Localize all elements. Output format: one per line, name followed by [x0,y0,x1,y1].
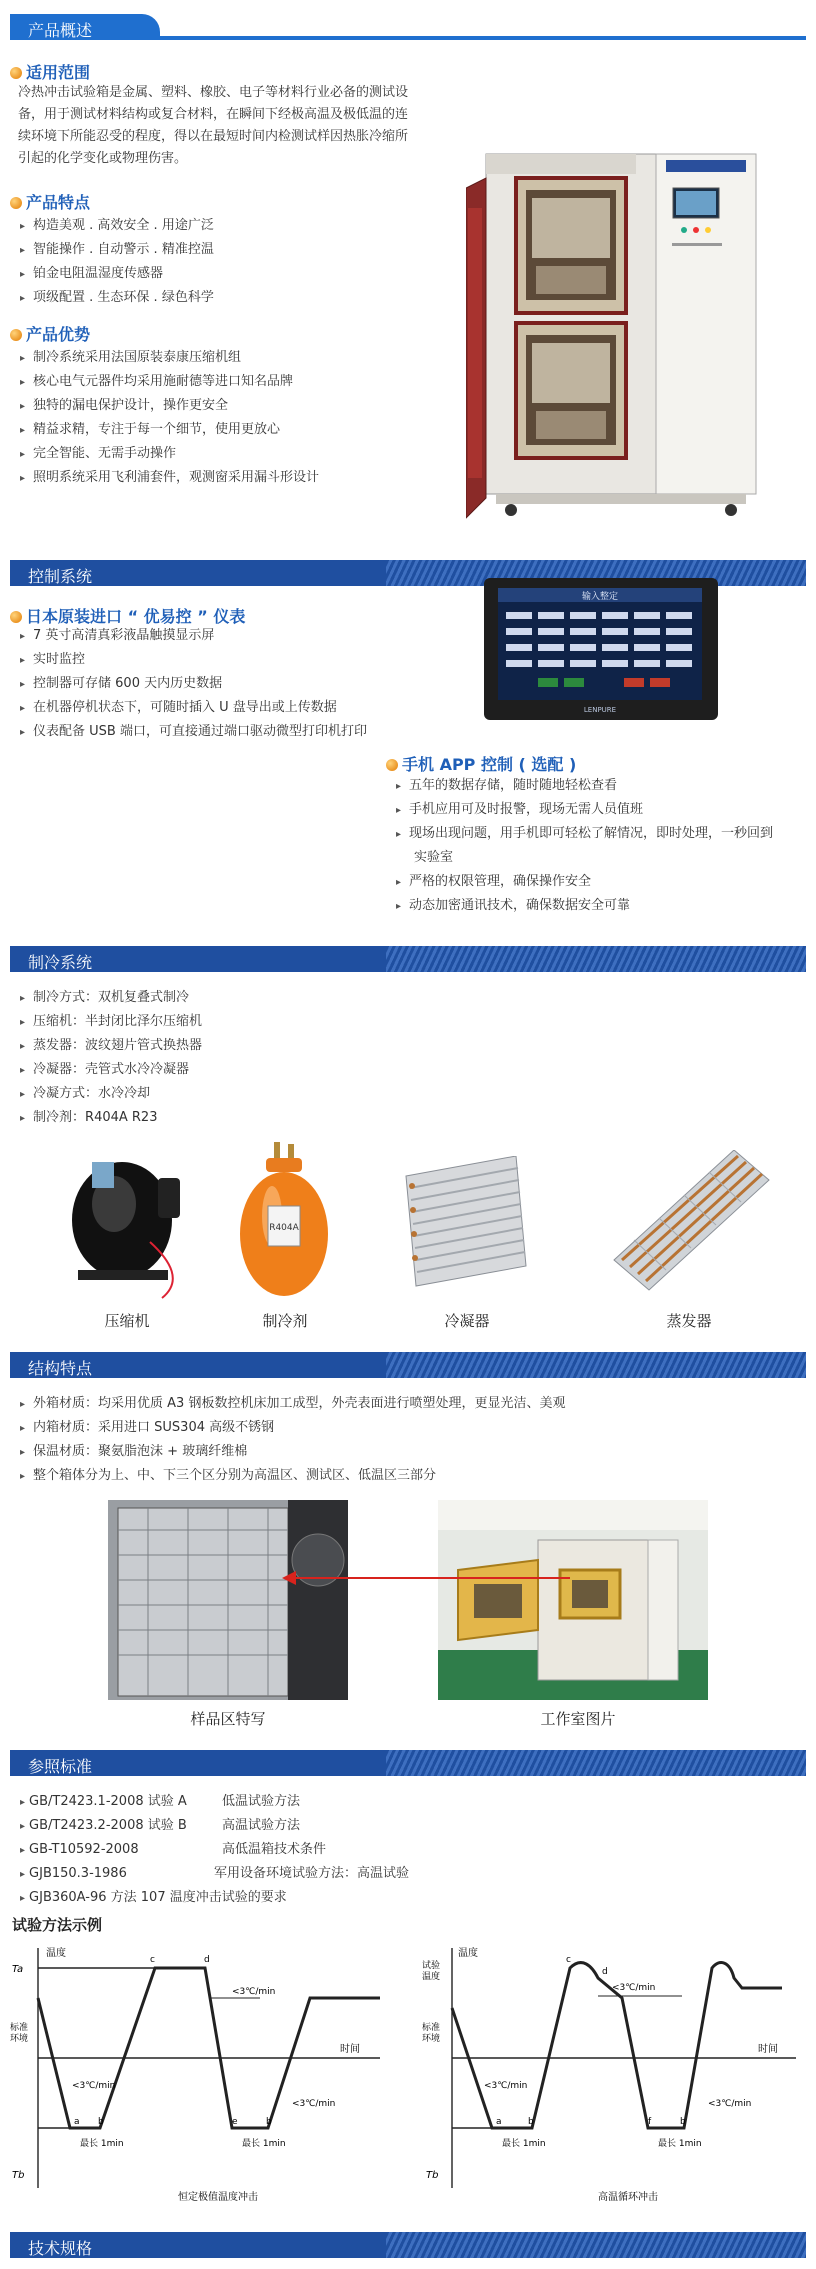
y-axis-label: 温度 [46,1948,66,1959]
caption-refrigerant: 制冷剂 [262,1312,308,1330]
standard-desc: 高温试验方法 [222,1818,301,1833]
scope-line: 续环境下所能忍受的程度，得以在最短时间内检测试样因热胀冷缩所 [18,129,409,144]
test-temp-label: 试验温度 [422,1961,441,1982]
list-item: ▸ 控制器可存储 600 天内历史数据 [20,672,367,696]
list-item: ▸ 仪表配备 USB 端口，可直接通过端口驱动微型打印机打印 [20,720,367,744]
point-label: a [74,2117,80,2127]
rate-label: <3℃/min [232,1987,276,1997]
red-pointer-arrow [280,1568,580,1588]
list-item: ▸ 制冷方式：双机复叠式制冷 [20,986,202,1010]
list-item: ▸ 冷凝方式：水冷冷却 [20,1082,202,1106]
list-item: ▸ 制冷系统采用法国原装泰康压缩机组 [20,346,319,370]
rate-label: <3℃/min [612,1983,656,1993]
list-item: ▸ 照明系统采用飞利浦套件，观测窗采用漏斗形设计 [20,466,319,490]
tank-label-text: R404A [269,1223,299,1233]
list-item: ▸ 压缩机：半封闭比泽尔压缩机 [20,1010,202,1034]
standards-band-title: 参照标准 [28,1757,93,1776]
screen-header-text: 输入整定 [581,592,619,602]
rate-label: <3℃/min [484,2081,528,2091]
features-heading [10,190,90,213]
scope-line: 备，用于测试材料结构或复合材料，在瞬间下经极高温及极低温的连 [18,107,409,122]
list-item: ▸ 五年的数据存储，随时随地轻松查看 [396,774,773,798]
dwell-label: 最长 1min [502,2139,546,2149]
x-axis-label: 时间 [758,2044,778,2055]
point-label: d [602,1967,608,1977]
list-item: ▸ 项级配置 . 生态环保 . 绿色科学 [20,286,214,310]
overview-tab-band [10,14,806,40]
bullet-orb-icon [386,759,398,771]
point-label: b [680,2117,686,2127]
test-method-title: 试验方法示例 [12,1916,103,1934]
list-item: ▸ 独特的漏电保护设计，操作更安全 [20,394,319,418]
refrigeration-band [10,946,806,972]
dwell-label: 最长 1min [658,2139,702,2149]
list-item-continuation: 实验室 [414,850,454,865]
ta-label: Ta [12,1964,24,1975]
structure-band-title: 结构特点 [28,1359,93,1378]
list-item: ▸ 动态加密通讯技术，确保数据安全可靠 [396,894,773,918]
standard-desc: 军用设备环境试验方法：高温试验 [214,1866,410,1881]
band-stripes [386,2232,806,2258]
app-heading [386,752,576,775]
spec-band-title: 技术规格 [28,2239,93,2258]
list-item: ▸ 核心电气元器件均采用施耐德等进口知名品牌 [20,370,319,394]
spec-band [10,2232,806,2258]
advantages-title: 产品优势 [26,325,91,344]
bullet-orb-icon [10,329,22,341]
work-room-photo-image [438,1500,708,1700]
evaporator-image [604,1150,774,1300]
features-list [20,214,214,310]
caption-compressor: 压缩机 [104,1312,150,1330]
dwell-label: 最长 1min [242,2139,286,2149]
app-list [396,774,773,918]
list-item: ▸ 铂金电阻温湿度传感器 [20,262,214,286]
scope-line: 引起的化学变化或物理伤害。 [18,151,188,166]
features-title: 产品特点 [26,193,91,212]
list-item: ▸ 整个箱体分为上、中、下三个区分别为高温区、测试区、低温区三部分 [20,1464,565,1488]
list-item: ▸ 冷凝器：壳管式水冷冷凝器 [20,1058,202,1082]
ambient-label: 标准环境 [422,2023,441,2044]
point-label: d [204,1955,210,1965]
point-label: c [150,1955,155,1965]
condenser-image [396,1156,536,1296]
standard-code: ▸ GJB360A-96 方法 107 温度冲击试验的要求 [20,1886,287,1910]
caption-sample-area: 样品区特写 [190,1710,266,1728]
list-item: ▸ 保温材质：聚氨脂泡沫 + 玻璃纤维棉 [20,1440,565,1464]
screen-brand-text: LENPURE [583,706,617,714]
refrigeration-band-title: 制冷系统 [28,953,93,972]
point-label: b [528,2117,534,2127]
rate-label: <3℃/min [292,2099,336,2109]
standard-code: ▸ GB/T2423.1-2008 试验 A [20,1790,187,1814]
list-item: ▸ 7 英寸高清真彩液晶触摸显示屏 [20,624,367,648]
scope-paragraph [18,82,458,170]
list-item: ▸ 在机器停机状态下，可随时插入 U 盘导出或上传数据 [20,696,367,720]
point-label: a [496,2117,502,2127]
standard-code: ▸ GJB150.3-1986 [20,1862,127,1886]
point-label: b [266,2117,272,2127]
overview-tab-label: 产品概述 [28,21,93,40]
caption-evaporator: 蒸发器 [666,1312,712,1330]
list-item: ▸ 严格的权限管理，确保操作安全 [396,870,773,894]
list-item: ▸ 外箱材质：均采用优质 A3 钢板数控机床加工成型，外壳表面进行喷塑处理，更显光洁、美观 [20,1392,565,1416]
caption-work-room: 工作室图片 [540,1710,616,1728]
bullet-orb-icon [10,197,22,209]
ambient-label: 标准环境 [10,2023,29,2044]
overview-tab [10,14,160,40]
standard-desc: 低温试验方法 [222,1794,301,1809]
tb-label: Tb [12,2170,25,2181]
diagram-high-temp-cycle-shock [422,1938,806,2210]
standard-desc: 高低温箱技术条件 [222,1842,327,1857]
standards-band [10,1750,806,1776]
sample-area-closeup-image [108,1500,348,1700]
list-item: ▸ 内箱材质：采用进口 SUS304 高级不锈钢 [20,1416,565,1440]
list-item: ▸ 手机应用可及时报警，现场无需人员值班 [396,798,773,822]
band-stripes [386,1352,806,1378]
advantages-list [20,346,319,490]
point-label: f [648,2117,652,2127]
list-item: ▸ 精益求精，专注于每一个细节，使用更放心 [20,418,319,442]
standard-code: ▸ GB/T2423.2-2008 试验 B [20,1814,187,1838]
list-item: ▸ 实时监控 [20,648,367,672]
app-title: 手机 APP 控制 ( 选配 ) [402,755,577,774]
tb-label: Tb [426,2170,439,2181]
point-label: e [232,2117,238,2127]
y-axis-label: 温度 [458,1948,478,1959]
point-label: b [98,2117,104,2127]
list-item: ▸ 智能操作 . 自动警示 . 精准控温 [20,238,214,262]
controller-list [20,624,367,744]
dwell-label: 最长 1min [80,2139,124,2149]
refrigeration-list [20,986,202,1130]
advantages-heading [10,322,90,345]
list-item: ▸ 蒸发器：波纹翅片管式换热器 [20,1034,202,1058]
controller-touchscreen-image [484,578,718,720]
structure-list [20,1392,565,1488]
point-label: c [566,1955,571,1965]
rate-label: <3℃/min [708,2099,752,2109]
band-stripes [386,946,806,972]
rate-label: <3℃/min [72,2081,116,2091]
control-band-title: 控制系统 [28,567,93,586]
band-stripes [386,1750,806,1776]
list-item: ▸ 现场出现问题，用手机即可轻松了解情况，即时处理，一秒回到 [396,822,773,846]
list-item: ▸ 构造美观 . 高效安全 . 用途广泛 [20,214,214,238]
scope-line: 冷热冲击试验箱是金属、塑料、橡胶、电子等材料行业必备的测试设 [18,85,409,100]
diagram-caption: 高温循环冲击 [598,2192,658,2203]
x-axis-label: 时间 [340,2044,360,2055]
refrigerant-tank-image [236,1142,332,1302]
scope-heading [10,60,90,83]
caption-condenser: 冷凝器 [444,1312,490,1330]
thermal-shock-chamber-image [466,148,786,528]
compressor-image [62,1142,192,1302]
list-item: ▸ 制冷剂：R404A R23 [20,1106,202,1130]
structure-band [10,1352,806,1378]
bullet-orb-icon [10,611,22,623]
diagram-constant-extreme-shock [10,1938,390,2210]
controller-title: 日本原装进口 “ 优易控 ” 仪表 [26,607,246,626]
bullet-orb-icon [10,67,22,79]
standard-code: ▸ GB-T10592-2008 [20,1838,139,1862]
diagram-caption: 恒定极值温度冲击 [178,2192,258,2203]
list-item: ▸ 完全智能、无需手动操作 [20,442,319,466]
scope-title: 适用范围 [26,63,91,82]
overview-tab-line [160,36,806,40]
